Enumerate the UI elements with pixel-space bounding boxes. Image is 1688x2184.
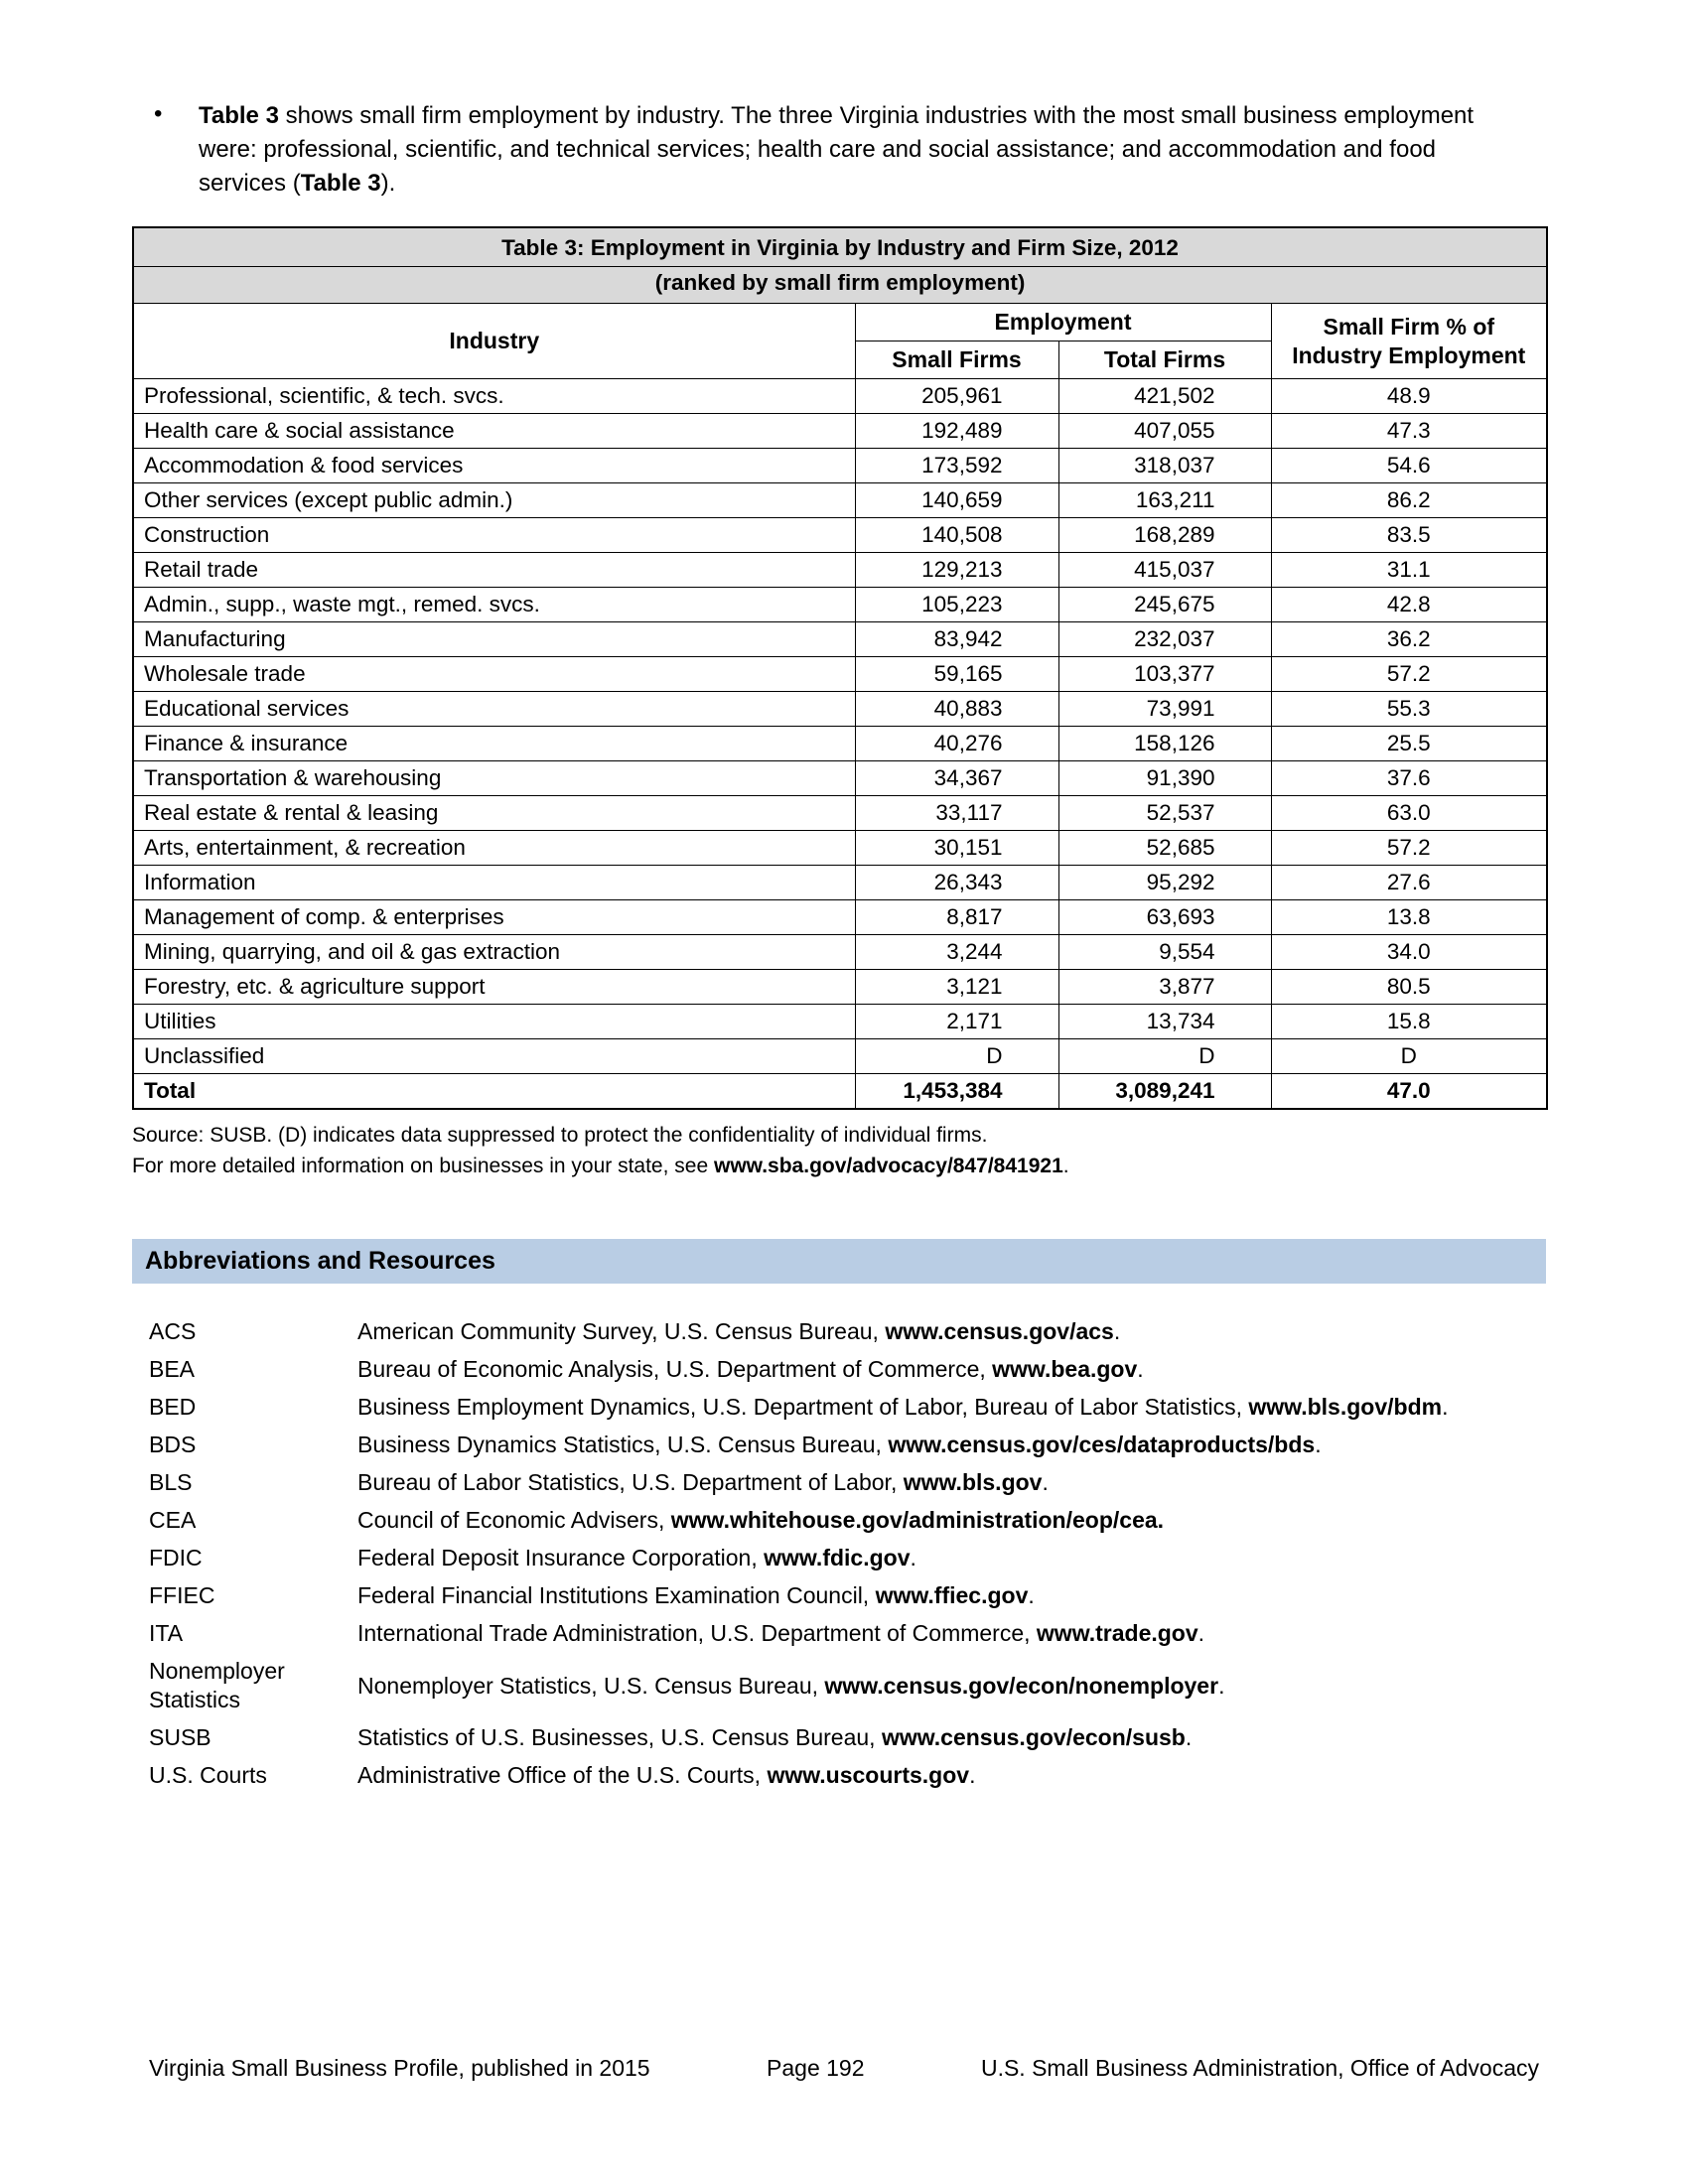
- sba-advocacy-url: www.sba.gov/advocacy/847/841921: [713, 1155, 1063, 1177]
- abbreviation-term: BLS: [149, 1469, 193, 1495]
- pct-cell: 63.0: [1271, 796, 1547, 831]
- abbreviation-item: [149, 1544, 1546, 1572]
- pct-header-line1: Small Firm % of: [1323, 313, 1495, 340]
- small-firms-cell: 2,171: [855, 1005, 1058, 1039]
- col-header-small-firms: Small Firms: [855, 341, 1058, 379]
- industry-cell: Health care & social assistance: [133, 414, 855, 449]
- small-firms-cell: 140,508: [855, 518, 1058, 553]
- table-row: [133, 553, 1547, 588]
- pct-cell: 13.8: [1271, 900, 1547, 935]
- small-firms-cell: 140,659: [855, 483, 1058, 518]
- resource-url: www.census.gov/econ/nonemployer: [824, 1672, 1219, 1699]
- more-info-tail: .: [1062, 1155, 1069, 1177]
- more-info-text: For more detailed information on businesses in your state, see: [132, 1155, 714, 1177]
- small-firms-cell: 40,276: [855, 727, 1058, 761]
- abbreviation-text: International Trade Administration, U.S. Department of Commerce,: [357, 1620, 1037, 1646]
- industry-cell: Retail trade: [133, 553, 855, 588]
- resource-url: www.census.gov/acs: [885, 1318, 1114, 1344]
- page-content: [132, 0, 1546, 1799]
- pct-cell: 48.9: [1271, 379, 1547, 414]
- total-firms-cell: 421,502: [1058, 379, 1271, 414]
- industry-cell: Manufacturing: [133, 622, 855, 657]
- total-firms-cell: 3,877: [1058, 970, 1271, 1005]
- intro-table3-ref-bold: Table 3: [300, 170, 381, 197]
- abbreviation-text: Statistics of U.S. Businesses, U.S. Census Bureau,: [357, 1724, 882, 1750]
- abbreviation-tail: .: [1442, 1394, 1449, 1420]
- abbreviation-description: [357, 1544, 1546, 1572]
- table-row: [133, 449, 1547, 483]
- abbreviation-item: [149, 1723, 1546, 1752]
- abbreviation-term: Nonemployer Statistics: [149, 1658, 285, 1712]
- intro-tail-text: ).: [380, 170, 396, 197]
- total-firms-cell: 13,734: [1058, 1005, 1271, 1039]
- small-firms-cell: 173,592: [855, 449, 1058, 483]
- pct-cell: 55.3: [1271, 692, 1547, 727]
- abbreviation-text: Business Employment Dynamics, U.S. Department of Labor, Bureau of Labor Statistics,: [357, 1394, 1249, 1420]
- table-row: [133, 970, 1547, 1005]
- pct-cell: 27.6: [1271, 866, 1547, 900]
- abbreviation-tail: .: [1042, 1469, 1049, 1495]
- abbreviation-item: [149, 1506, 1546, 1535]
- abbreviation-description: [357, 1761, 1546, 1790]
- page-footer: [149, 2055, 1539, 2082]
- industry-cell: Mining, quarrying, and oil & gas extraction: [133, 935, 855, 970]
- table-subtitle-row: [133, 267, 1547, 304]
- table-row: [133, 935, 1547, 970]
- pct-cell: 86.2: [1271, 483, 1547, 518]
- abbreviation-description: [357, 1619, 1546, 1648]
- industry-cell: Professional, scientific, & tech. svcs.: [133, 379, 855, 414]
- table-row: [133, 622, 1547, 657]
- total-firms-cell: 415,037: [1058, 553, 1271, 588]
- total-firms-cell: 163,211: [1058, 483, 1271, 518]
- table-row: [133, 761, 1547, 796]
- total-firms-cell: 52,537: [1058, 796, 1271, 831]
- total-firms-cell: 73,991: [1058, 692, 1271, 727]
- total-firms-cell: 407,055: [1058, 414, 1271, 449]
- industry-cell: Management of comp. & enterprises: [133, 900, 855, 935]
- industry-cell: Educational services: [133, 692, 855, 727]
- small-firms-cell: 8,817: [855, 900, 1058, 935]
- industry-cell: Finance & insurance: [133, 727, 855, 761]
- industry-cell: Information: [133, 866, 855, 900]
- industry-cell: Other services (except public admin.): [133, 483, 855, 518]
- table-row: [133, 831, 1547, 866]
- small-firms-cell: 33,117: [855, 796, 1058, 831]
- industry-cell: Transportation & warehousing: [133, 761, 855, 796]
- abbreviation-tail: .: [1197, 1620, 1205, 1646]
- resource-url: www.bea.gov: [992, 1356, 1138, 1382]
- small-firms-cell: D: [855, 1039, 1058, 1074]
- pct-cell: 80.5: [1271, 970, 1547, 1005]
- pct-header-line2: Industry Employment: [1292, 341, 1526, 368]
- pct-cell: 25.5: [1271, 727, 1547, 761]
- total-firms-cell: 91,390: [1058, 761, 1271, 796]
- abbreviation-term: FFIEC: [149, 1582, 215, 1608]
- small-firms-cell: 3,244: [855, 935, 1058, 970]
- abbreviation-tail: .: [1185, 1724, 1193, 1750]
- abbreviation-text: American Community Survey, U.S. Census Bureau,: [357, 1318, 886, 1344]
- abbreviation-description: [357, 1672, 1546, 1701]
- bullet-marker: •: [154, 100, 163, 127]
- abbreviations-section-header: Abbreviations and Resources: [132, 1239, 1546, 1284]
- small-firms-cell: 30,151: [855, 831, 1058, 866]
- abbreviation-item: [149, 1317, 1546, 1346]
- total-firms-cell: 232,037: [1058, 622, 1271, 657]
- col-header-total-firms: Total Firms: [1058, 341, 1271, 379]
- footer-agency-name: U.S. Small Business Administration, Office of Advocacy: [980, 2055, 1539, 2081]
- abbreviation-description: [357, 1506, 1546, 1535]
- small-firms-cell: 205,961: [855, 379, 1058, 414]
- abbreviation-term: ITA: [149, 1620, 184, 1646]
- resource-url: www.census.gov/ces/dataproducts/bds: [888, 1432, 1316, 1457]
- resource-url: www.trade.gov: [1036, 1620, 1198, 1646]
- abbreviation-tail: .: [1028, 1582, 1035, 1608]
- industry-cell: Real estate & rental & leasing: [133, 796, 855, 831]
- total-pct-cell: 47.0: [1271, 1074, 1547, 1110]
- pct-cell: 57.2: [1271, 831, 1547, 866]
- abbreviation-text: Bureau of Economic Analysis, U.S. Department of Commerce,: [357, 1356, 993, 1382]
- industry-cell: Utilities: [133, 1005, 855, 1039]
- abbreviation-tail: .: [910, 1545, 916, 1570]
- abbreviation-tail: .: [1137, 1356, 1144, 1382]
- total-firms-cell: 95,292: [1058, 866, 1271, 900]
- industry-cell: Construction: [133, 518, 855, 553]
- abbreviation-item: [149, 1581, 1546, 1610]
- abbreviation-description: [357, 1317, 1546, 1346]
- abbreviation-text: Business Dynamics Statistics, U.S. Census Bureau,: [357, 1432, 889, 1457]
- abbreviation-item: [149, 1431, 1546, 1459]
- pct-cell: 15.8: [1271, 1005, 1547, 1039]
- resource-url: www.census.gov/econ/susb: [881, 1724, 1186, 1750]
- pct-cell: 54.6: [1271, 449, 1547, 483]
- industry-cell: Wholesale trade: [133, 657, 855, 692]
- abbreviation-term: BED: [149, 1394, 197, 1420]
- small-firms-cell: 83,942: [855, 622, 1058, 657]
- footer-document-title: Virginia Small Business Profile, published in 2015: [149, 2055, 650, 2081]
- total-label-cell: Total: [133, 1074, 855, 1110]
- abbreviation-item: [149, 1619, 1546, 1648]
- abbreviation-tail: .: [969, 1762, 976, 1788]
- table-row: [133, 796, 1547, 831]
- resource-url: www.whitehouse.gov/administration/eop/cea.: [670, 1507, 1165, 1533]
- total-firms-cell: 63,693: [1058, 900, 1271, 935]
- pct-cell: 34.0: [1271, 935, 1547, 970]
- abbreviation-term: CEA: [149, 1507, 197, 1533]
- industry-cell: Unclassified: [133, 1039, 855, 1074]
- total-firms-cell: 245,675: [1058, 588, 1271, 622]
- abbreviation-text: Council of Economic Advisers,: [357, 1507, 671, 1533]
- abbreviation-term: ACS: [149, 1318, 197, 1344]
- abbreviation-item: [149, 1657, 1546, 1714]
- resource-url: www.fdic.gov: [764, 1545, 911, 1570]
- table-title-row: [133, 227, 1547, 267]
- abbreviation-text: Administrative Office of the U.S. Courts,: [357, 1762, 768, 1788]
- table-row: [133, 692, 1547, 727]
- table-row: [133, 1039, 1547, 1074]
- resource-url: www.uscourts.gov: [767, 1762, 970, 1788]
- abbreviations-list: [132, 1317, 1546, 1790]
- intro-body-text: shows small firm employment by industry. The three Virginia industries with the most small business employment were: professional, scientific, and technical services; health care and social assistance; and accommodation and food services (: [199, 102, 1475, 197]
- resource-url: www.bls.gov: [903, 1469, 1043, 1495]
- total-firms-cell: 9,554: [1058, 935, 1271, 970]
- table-header-row-1: [133, 304, 1547, 341]
- small-firms-cell: 26,343: [855, 866, 1058, 900]
- table-row: [133, 1005, 1547, 1039]
- abbreviation-tail: .: [1218, 1672, 1225, 1699]
- industry-cell: Accommodation & food services: [133, 449, 855, 483]
- abbreviation-description: [357, 1355, 1546, 1384]
- small-firms-cell: 59,165: [855, 657, 1058, 692]
- table-notes: [132, 1120, 1546, 1181]
- resource-url: www.ffiec.gov: [875, 1582, 1029, 1608]
- small-firms-cell: 192,489: [855, 414, 1058, 449]
- intro-table3-lead-bold: Table 3: [199, 102, 279, 129]
- pct-cell: 37.6: [1271, 761, 1547, 796]
- table-row: [133, 518, 1547, 553]
- abbreviation-description: [357, 1723, 1546, 1752]
- abbreviation-text: Bureau of Labor Statistics, U.S. Department of Labor,: [357, 1469, 904, 1495]
- resource-url: www.bls.gov/bdm: [1248, 1394, 1443, 1420]
- table-total-section: [133, 1074, 1547, 1110]
- pct-cell: 47.3: [1271, 414, 1547, 449]
- table-row: [133, 414, 1547, 449]
- pct-cell: D: [1271, 1039, 1547, 1074]
- total-firms-cell: 168,289: [1058, 518, 1271, 553]
- table-row: [133, 379, 1547, 414]
- employment-table: [132, 226, 1548, 1110]
- abbreviation-description: [357, 1431, 1546, 1459]
- small-firms-cell: 40,883: [855, 692, 1058, 727]
- abbreviation-item: [149, 1393, 1546, 1422]
- table-body: [133, 379, 1547, 1074]
- abbreviation-item: [149, 1761, 1546, 1790]
- abbreviation-tail: .: [1113, 1318, 1121, 1344]
- industry-cell: Admin., supp., waste mgt., remed. svcs.: [133, 588, 855, 622]
- col-header-industry: Industry: [133, 304, 855, 379]
- table-row: [133, 588, 1547, 622]
- abbreviation-term: FDIC: [149, 1545, 203, 1570]
- pct-cell: 57.2: [1271, 657, 1547, 692]
- intro-text: [199, 99, 1510, 201]
- industry-cell: Forestry, etc. & agriculture support: [133, 970, 855, 1005]
- abbreviation-term: U.S. Courts: [149, 1762, 267, 1788]
- pct-cell: 36.2: [1271, 622, 1547, 657]
- more-info-note: [132, 1151, 1546, 1181]
- footer-page-number: Page 192: [767, 2055, 865, 2081]
- abbreviation-text: Nonemployer Statistics, U.S. Census Bureau,: [357, 1672, 825, 1699]
- table-row: [133, 657, 1547, 692]
- total-row: [133, 1074, 1547, 1110]
- abbreviation-term: SUSB: [149, 1724, 211, 1750]
- table-subtitle: (ranked by small firm employment): [133, 267, 1547, 304]
- abbreviation-item: [149, 1355, 1546, 1384]
- industry-cell: Arts, entertainment, & recreation: [133, 831, 855, 866]
- total-firms-cell: D: [1058, 1039, 1271, 1074]
- table-row: [133, 900, 1547, 935]
- table-row: [133, 483, 1547, 518]
- total-firms-cell: 52,685: [1058, 831, 1271, 866]
- small-firms-cell: 3,121: [855, 970, 1058, 1005]
- col-header-employment: Employment: [855, 304, 1271, 341]
- col-header-small-firm-pct: [1271, 304, 1547, 379]
- total-total-firms-cell: 3,089,241: [1058, 1074, 1271, 1110]
- abbreviation-tail: .: [1315, 1432, 1322, 1457]
- small-firms-cell: 34,367: [855, 761, 1058, 796]
- total-firms-cell: 318,037: [1058, 449, 1271, 483]
- abbreviation-term: BDS: [149, 1432, 197, 1457]
- small-firms-cell: 105,223: [855, 588, 1058, 622]
- abbreviation-description: [357, 1581, 1546, 1610]
- abbreviation-description: [357, 1393, 1546, 1422]
- small-firms-cell: 129,213: [855, 553, 1058, 588]
- total-firms-cell: 103,377: [1058, 657, 1271, 692]
- table-title: Table 3: Employment in Virginia by Industry and Firm Size, 2012: [133, 227, 1547, 267]
- pct-cell: 31.1: [1271, 553, 1547, 588]
- abbreviation-text: Federal Deposit Insurance Corporation,: [357, 1545, 765, 1570]
- abbreviation-text: Federal Financial Institutions Examination Council,: [357, 1582, 876, 1608]
- table-row: [133, 866, 1547, 900]
- pct-cell: 83.5: [1271, 518, 1547, 553]
- total-firms-cell: 158,126: [1058, 727, 1271, 761]
- table-row: [133, 727, 1547, 761]
- intro-bullet-paragraph: [132, 99, 1546, 201]
- abbreviation-item: [149, 1468, 1546, 1497]
- abbreviation-description: [357, 1468, 1546, 1497]
- source-note: Source: SUSB. (D) indicates data suppressed to protect the confidentiality of individual firms.: [132, 1124, 988, 1147]
- pct-cell: 42.8: [1271, 588, 1547, 622]
- abbreviation-term: BEA: [149, 1356, 196, 1382]
- total-small-firms-cell: 1,453,384: [855, 1074, 1058, 1110]
